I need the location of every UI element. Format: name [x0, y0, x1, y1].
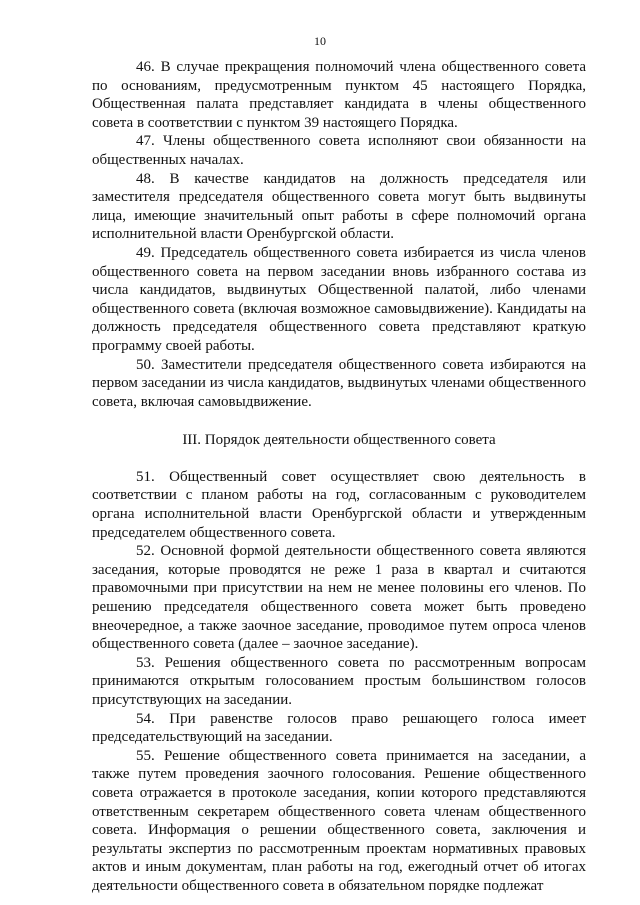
- paragraph-51: 51. Общественный совет осуществляет свою деятельность в соответствии с планом работы на год, согласованным с руководителем органа исполнительной власти Оренбургской области и утвержденным председателем общественного совета.: [92, 468, 586, 541]
- cut-off-next-line: [92, 892, 586, 902]
- paragraph-47: 47. Члены общественного совета исполняют свои обязанности на общественных началах.: [92, 133, 586, 168]
- paragraph-49: 49. Председатель общественного совета избирается из числа членов общественного совета на первом заседании вновь избранного состава из числа кандидатов, выдвинутых Общественной палатой, либо членами общественного совета (включая возможное самовыдвижение). Кандидаты на должность председателя общественного совета представляют краткую программу своей работы.: [92, 244, 586, 354]
- document-body: [92, 58, 586, 896]
- paragraph-55: 55. Решение общественного совета принимается на заседании, а также путем проведения заочного голосования. Решение общественного совета отражается в протоколе заседания, копии которого представляются ответственным секретарем общественного совета членам общественного совета. Информация о решении общественного совета, заключения и результаты экспертиз по рассмотренным проектам нормативных правовых актов и иным документам, план работы на год, ежегодный отчет об итогах деятельности общественного совета в обязательном порядке подлежат: [92, 747, 586, 894]
- paragraph-46: 46. В случае прекращения полномочий члена общественного совета по основаниям, предусмотренным пунктом 45 настоящего Порядка, Общественная палата представляет кандидата в члены общественного совета в соответствии с пунктом 39 настоящего Порядка.: [92, 59, 586, 131]
- paragraph-54: 54. При равенстве голосов право решающего голоса имеет председательствующий на заседании.: [92, 710, 586, 746]
- paragraph-48: 48. В качестве кандидатов на должность председателя или заместителя председателя общественного совета могут быть выдвинуты лица, имеющие значительный опыт работы в сфере полномочий органа исполнительной власти Оренбургской области.: [92, 170, 586, 243]
- paragraph-52: 52. Основной формой деятельности общественного совета являются заседания, которые проводятся не реже 1 раза в квартал и считаются правомочными при присутствии на нем не менее половины его членов. По решению председателя общественного совета может быть проведено внеочередное, а также заочное заседание, проводимое путем опроса членов общественного совета (далее – заочное заседание).: [92, 543, 586, 653]
- paragraph-53: 53. Решения общественного совета по рассмотренным вопросам принимаются открытым голосованием простым большинством голосов присутствующих на заседании.: [92, 654, 586, 708]
- page-number: 10: [314, 34, 326, 48]
- paragraph-50: 50. Заместители председателя общественного совета избираются на первом заседании из числа кандидатов, выдвинутых членами общественного совета, включая самовыдвижение.: [92, 356, 586, 410]
- section-heading: III. Порядок деятельности общественного совета: [182, 432, 496, 449]
